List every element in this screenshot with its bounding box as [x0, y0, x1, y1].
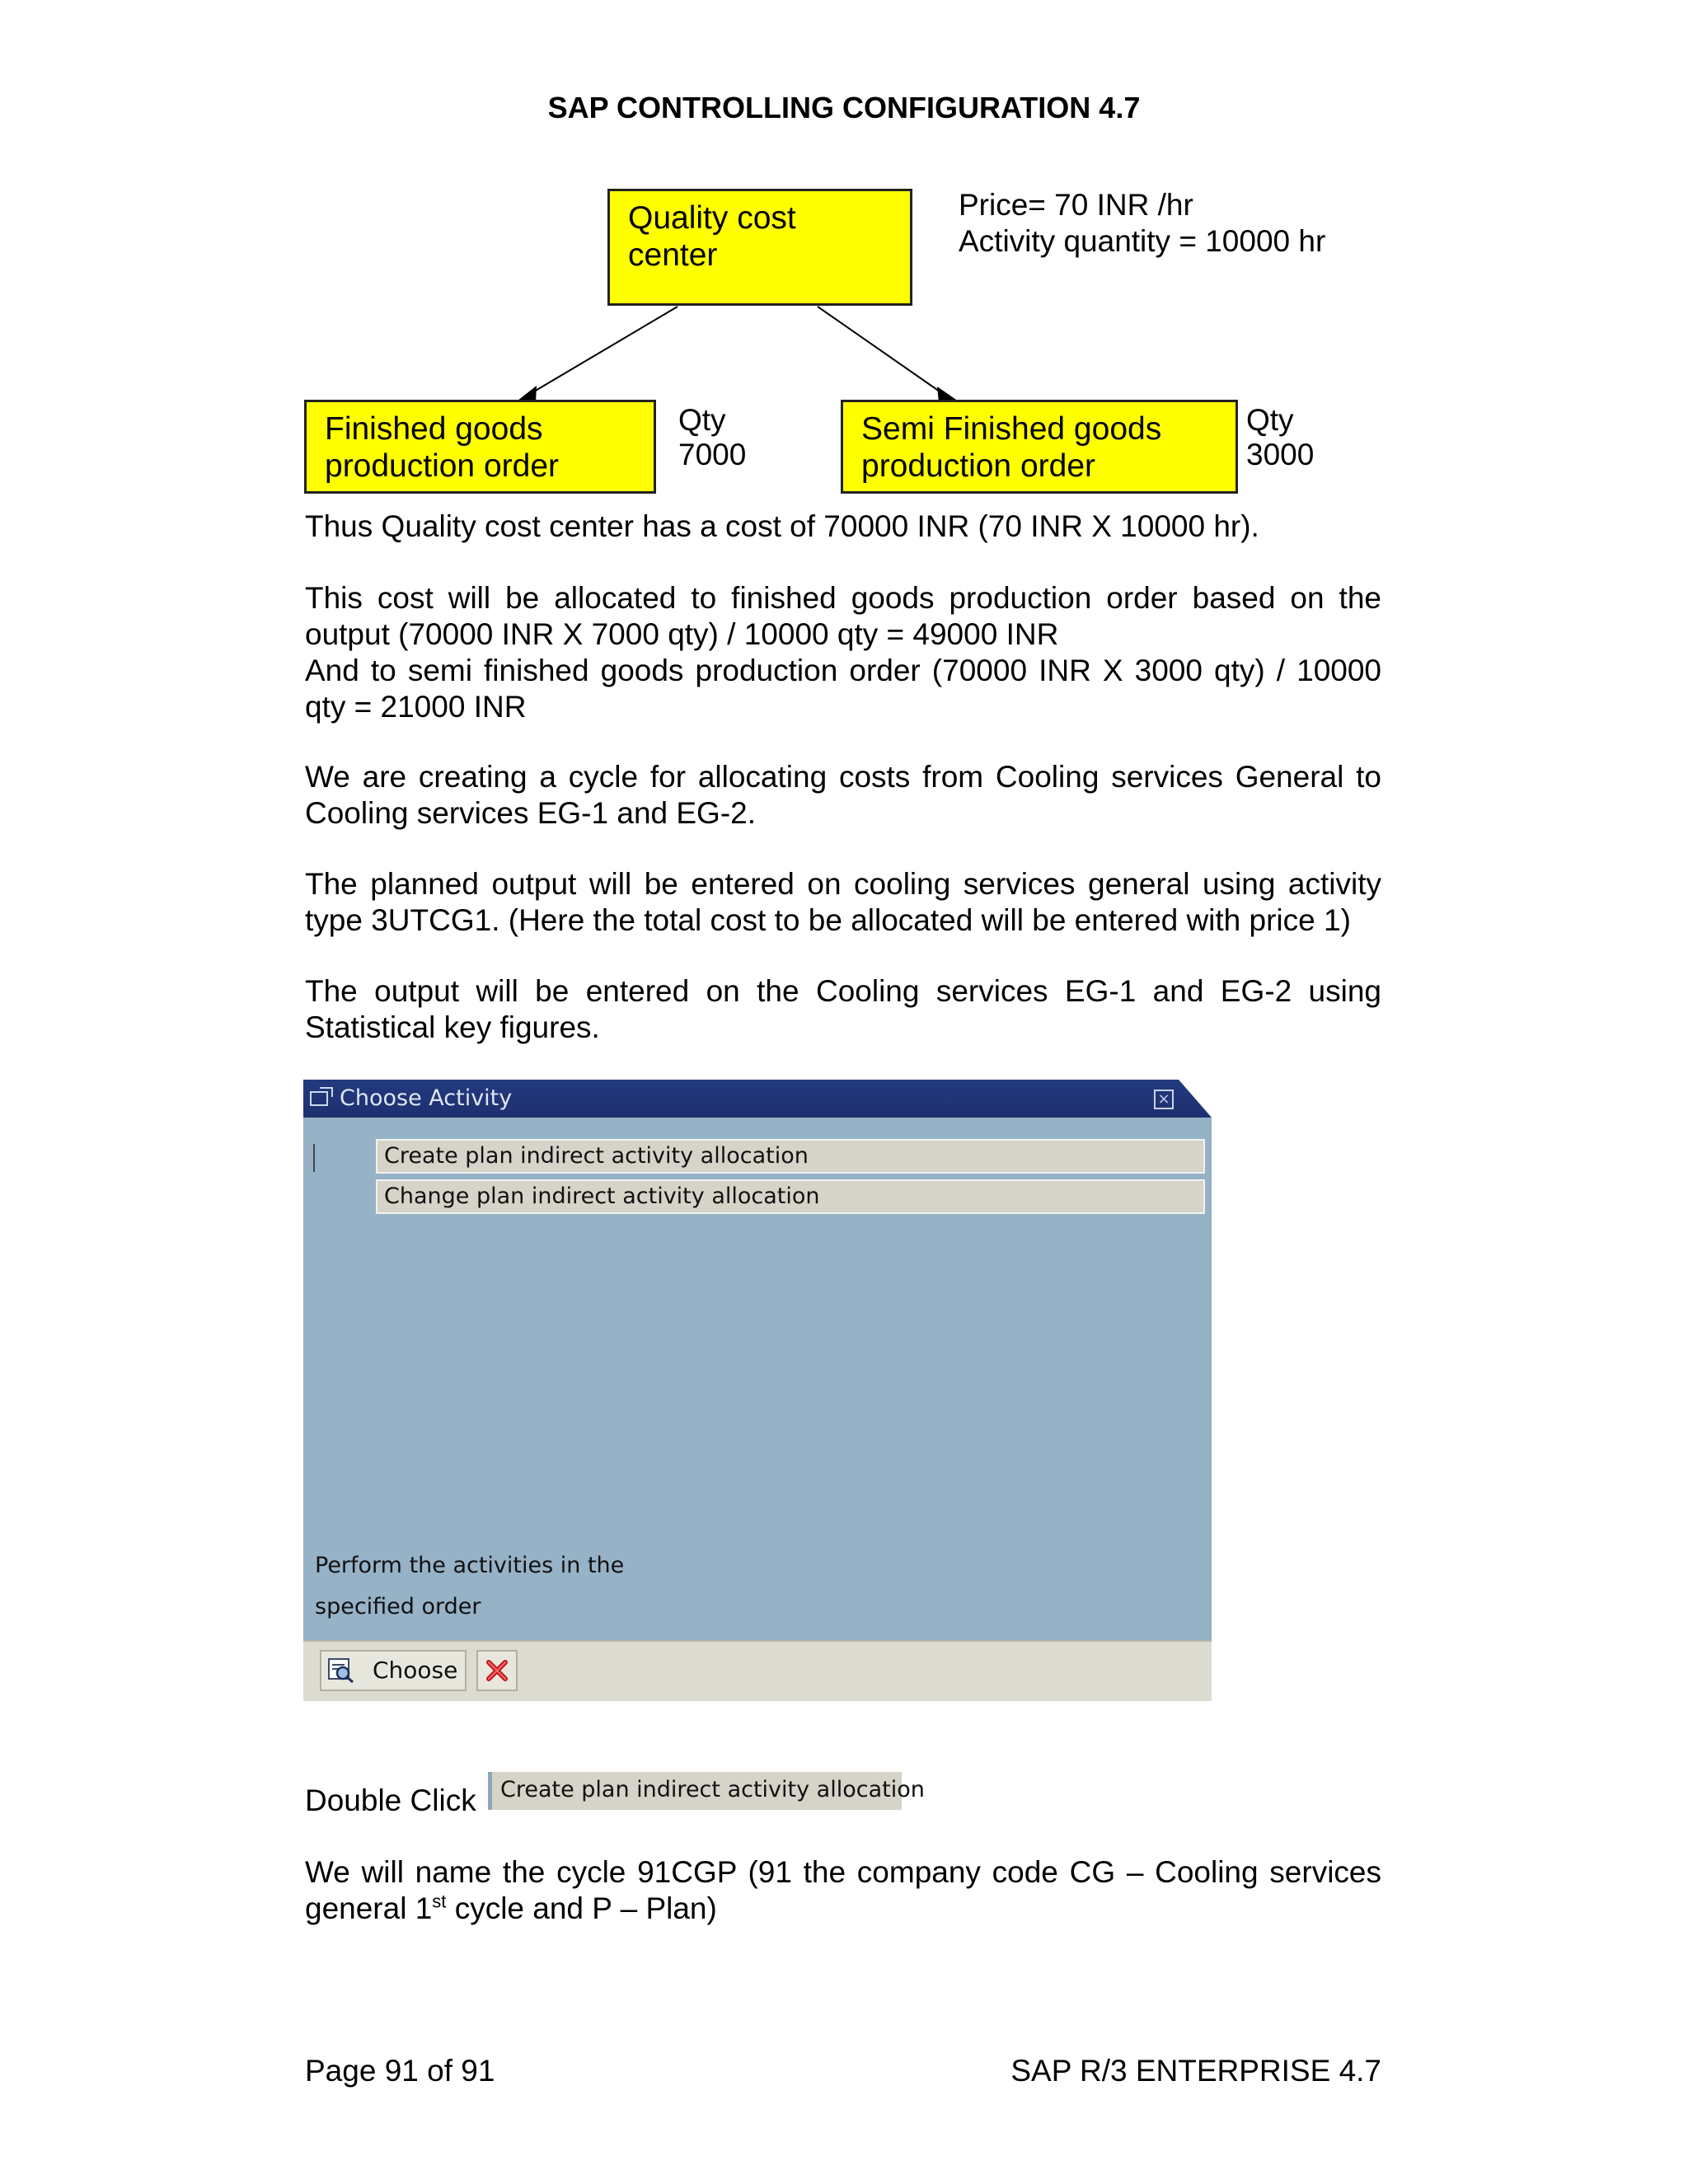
semi-finished-qty-label: Qty [1246, 403, 1294, 437]
arrow-to-semi-finished-goods [818, 307, 940, 391]
dialog-title: Choose Activity [340, 1085, 513, 1111]
close-icon[interactable]: × [1154, 1090, 1174, 1109]
option-create-plan[interactable]: Create plan indirect activity allocation [376, 1139, 1205, 1174]
paragraph-planned-output [305, 866, 1381, 939]
paragraph-allocation [305, 580, 1381, 725]
title-bar-corner [1179, 1080, 1212, 1118]
paragraph-text: The planned output will be entered on cooling services general using activity type 3UTCG1. (Here the total cost to be allocated will be entered with price 1) [305, 867, 1381, 937]
superscript-st: st [432, 1891, 447, 1912]
dialog-title-bar [303, 1080, 1212, 1118]
price-label: Price= 70 INR /hr [959, 188, 1193, 222]
paragraph-output [305, 973, 1381, 1046]
paragraph-cost-summary [305, 509, 1381, 545]
choose-button-label: Choose [373, 1657, 458, 1684]
cycle-text-part2: cycle and P – Plan) [446, 1891, 717, 1925]
paragraph-text: And to semi finished goods production order (70000 INR X 3000 qty) / 10000 qty = 21000 INR [305, 654, 1381, 724]
paragraph-text: This cost will be allocated to finished goods production order based on the output (70000 INR X 7000 qty) / 10000 qty = 49000 INR [305, 581, 1381, 651]
paragraph-cycle [305, 759, 1381, 832]
semi-finished-goods-line2: production order [861, 448, 1096, 484]
quality-cost-center-label: Quality cost center [628, 200, 796, 273]
text-cursor [313, 1144, 315, 1172]
semi-finished-goods-line1: Semi Finished goods [861, 411, 1162, 447]
window-icon [310, 1091, 328, 1106]
hint-line-2: specified order [315, 1594, 481, 1619]
finished-goods-line2: production order [325, 448, 560, 484]
option-change-plan[interactable]: Change plan indirect activity allocation [376, 1179, 1205, 1214]
finished-goods-qty-value: 7000 [678, 438, 747, 471]
semi-finished-qty-value: 3000 [1246, 438, 1315, 471]
paragraph-text: Thus Quality cost center has a cost of 70000 INR (70 INR X 10000 hr). [305, 509, 1259, 543]
arrow-to-finished-goods [534, 307, 678, 391]
paragraph-text [305, 1854, 1381, 1927]
paragraph-text: We are creating a cycle for allocating costs from Cooling services General to Cooling services EG-1 and EG-2. [305, 760, 1381, 830]
quality-cost-center-box [607, 189, 912, 306]
hint-line-1: Perform the activities in the [315, 1553, 625, 1578]
paragraph-cycle-name [305, 1854, 1381, 1927]
page-number: Page 91 of 91 [305, 2054, 495, 2088]
page-title: SAP CONTROLLING CONFIGURATION 4.7 [547, 91, 1141, 124]
double-click-label: Double Click [305, 1783, 476, 1817]
cycle-text-part1: We will name the cycle 91CGP (91 the company code CG – Cooling services general 1 [305, 1855, 1381, 1925]
paragraph-text: The output will be entered on the Cooling services EG-1 and EG-2 using Statistical key figures. [305, 974, 1381, 1044]
activity-quantity-label: Activity quantity = 10000 hr [959, 224, 1326, 258]
finished-goods-line1: Finished goods [325, 411, 543, 447]
choose-activity-dialog [303, 1080, 1212, 1701]
finished-goods-qty-label: Qty [678, 403, 726, 437]
finished-goods-box [304, 400, 656, 494]
footer-product: SAP R/3 ENTERPRISE 4.7 [1010, 2054, 1381, 2088]
cancel-x-icon [485, 1658, 509, 1683]
choose-button[interactable] [320, 1650, 467, 1691]
inline-create-plan-button: Create plan indirect activity allocation [488, 1772, 902, 1810]
choose-icon [328, 1658, 354, 1683]
dialog-button-bar [303, 1640, 1212, 1701]
semi-finished-goods-box [841, 400, 1238, 494]
cancel-button[interactable] [476, 1650, 518, 1691]
